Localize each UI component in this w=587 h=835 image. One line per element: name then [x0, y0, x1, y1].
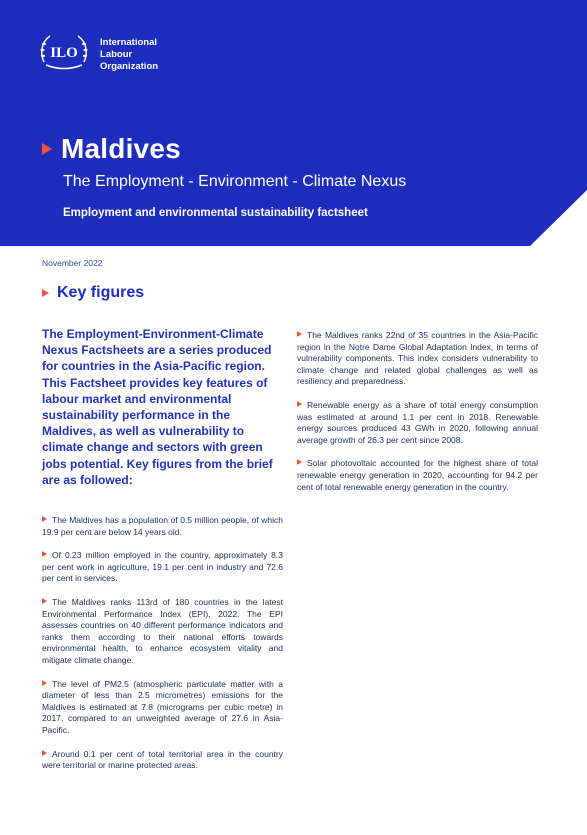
list-item: Of 0.23 million employed in the country, approximately 8.3 per cent work in agriculture, 19.1 per cent in industry and 72.6 per cent in services.	[42, 550, 283, 584]
list-item: Renewable energy as a share of total energy consumption was estimated at around 1.1 per cent in 2018. Renewable energy sources produced 43 GWh in 2020, following annual average growth of 26.3 per cent since 2008.	[297, 399, 538, 445]
list-item: The Maldives ranks 113rd of 180 countries in the latest Environmental Performance Index (EPI), 2022. The EPI assesses countries on 40 different performance indicators and ranks them according to their national efforts towards environmental health, to enhance ecosystem vitality and mitigate climate change.	[42, 596, 283, 665]
ilo-logo	[38, 32, 90, 72]
logo-lettering: ILO	[50, 45, 78, 61]
list-item: Around 0.1 per cent of total territorial area in the country were territorial or marine protected areas.	[42, 748, 283, 771]
organization-name	[100, 37, 220, 73]
list-item: The Maldives has a population of 0.5 million people, of which 19.9 per cent are below 14 years old.	[42, 515, 283, 537]
list-item: The Maldives ranks 22nd of 35 countries in the Asia-Pacific region in the Notre Dame Global Adaptation Index, in terms of vulnerability components. This index considers vulnerability to climate change and related global challenges as well as resiliency and preparedness.	[297, 330, 538, 387]
page-title: Maldives	[61, 133, 181, 164]
bullet-triangle-icon	[297, 401, 302, 407]
org-line-3: Organization	[100, 61, 159, 72]
publication-date: November 2022	[42, 258, 103, 268]
intro-paragraph: The Employment-Environment-Climate Nexus Factsheets are a series produced for countries in the Asia-Pacific region. This Factsheet provides key features of labour market and environmental sustainability performance in the Maldives, as well as vulnerability to climate change and sectors with green jobs potential. Key figures from the brief are as followed:	[42, 327, 273, 487]
bullet-triangle-icon	[42, 516, 47, 522]
list-item: Solar photovoltaic accounted for the highest share of total renewable energy generation in 2020, accounting for 94.2 per cent of total renewable energy generation in the country.	[297, 458, 538, 492]
bullet-triangle-icon	[42, 680, 47, 686]
section-heading	[42, 284, 144, 302]
org-line-2: Labour	[100, 49, 133, 60]
bullet-column-left	[42, 515, 283, 784]
title-triangle-icon	[42, 143, 52, 155]
org-line-1: International	[100, 37, 158, 48]
list-item: The level of PM2.5 (atmospheric particulate matter with a diameter of less than 2.5 micrometres) emissions for the Maldives is estimated at 7.8 (micrograms per cubic metre) in 2017, compared to an unweighted average of 27.6 in Asia-Pacific.	[42, 678, 283, 735]
bullet-triangle-icon	[42, 551, 47, 557]
title-row	[42, 131, 181, 167]
bullet-triangle-icon	[42, 750, 47, 756]
page-tagline: Employment and environmental sustainability factsheet	[63, 207, 368, 219]
section-triangle-icon	[42, 289, 49, 297]
section-title: Key figures	[57, 284, 145, 301]
bullet-triangle-icon	[297, 459, 302, 465]
bullet-column-right	[297, 330, 538, 505]
bullet-triangle-icon	[42, 598, 47, 604]
page-subtitle: The Employment - Environment - Climate Nexus	[63, 173, 407, 190]
bullet-triangle-icon	[297, 331, 302, 337]
header-banner	[0, 0, 587, 246]
